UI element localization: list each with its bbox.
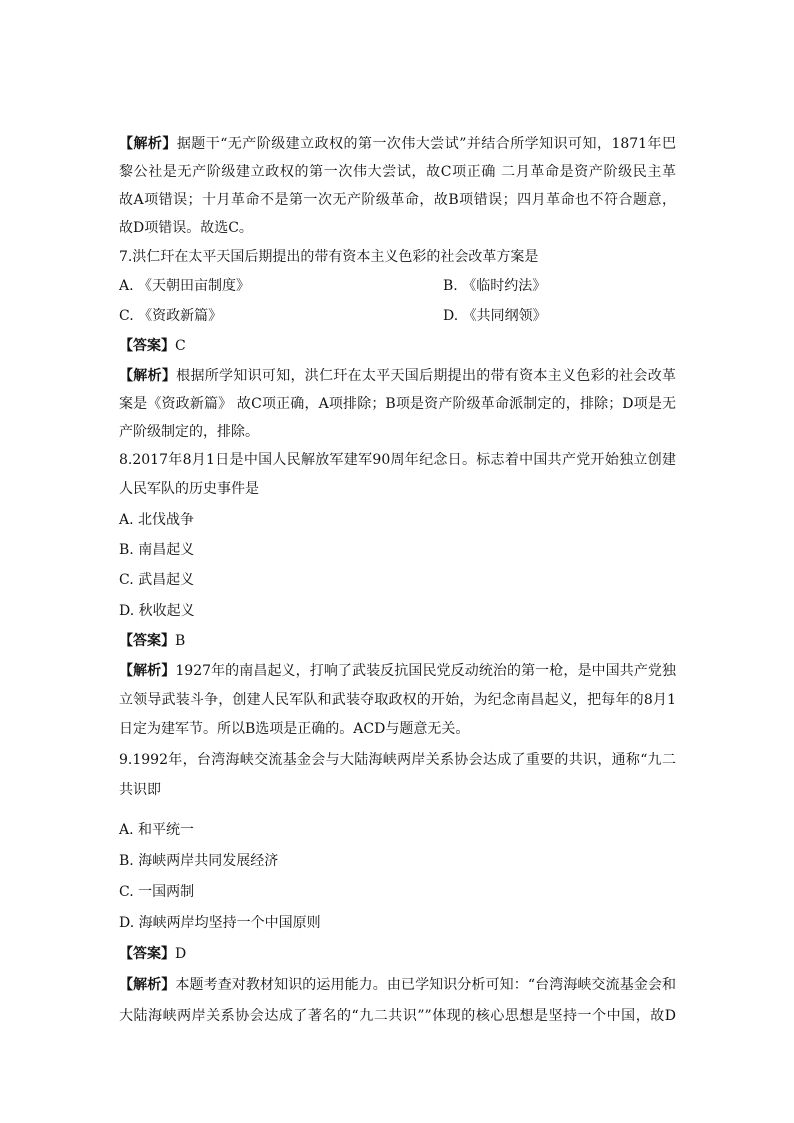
q8-option-c: C. 武昌起义 (119, 572, 195, 588)
q7-option-b: B. 《临时约法》 (443, 278, 547, 294)
q6-analysis-line-3: 故A项错误；十月革命不是第一次无产阶级革命，故B项错误；四月革命也不符合题意， (119, 192, 676, 208)
q8-analysis-line-1: 【解析】1927年的南昌起义，打响了武装反抗国民党反动统治的第一枪，是中国共产党独 (119, 663, 676, 679)
q8-option-d: D. 秋收起义 (119, 603, 195, 619)
q6-analysis-line-1: 【解析】据题干“无产阶级建立政权的第一次伟大尝试”并结合所学知识可知，1871年巴 (119, 136, 676, 152)
q9-answer: 【答案】D (119, 946, 187, 962)
q8-stem-line-1: 8.2017年8月1日是中国人民解放军建军90周年纪念日。标志着中国共产党开始独立创建 (119, 452, 676, 468)
q7-analysis-line-2: 案是《资政新篇》 故C项正确，A项排除；B项是资产阶级革命派制定的，排除；D项是无 (119, 396, 676, 412)
q7-analysis-line-1: 【解析】根据所学知识可知，洪仁玕在太平天国后期提出的带有资本主义色彩的社会改革 (119, 368, 676, 384)
q7-option-c: C. 《资政新篇》 (119, 308, 223, 324)
q8-option-a: A. 北伐战争 (119, 512, 195, 528)
q8-analysis-line-2: 立领导武装斗争，创建人民军队和武装夺取政权的开始，为纪念南昌起义，把每年的8月1 (119, 692, 676, 708)
q9-stem-line-2: 共识即 (119, 782, 161, 798)
q7-analysis-line-3: 产阶级制定的，排除。 (119, 424, 259, 440)
q9-option-b: B. 海峡两岸共同发展经济 (119, 853, 279, 869)
q7-option-a: A. 《天朝田亩制度》 (119, 278, 251, 294)
q9-analysis-line-2: 大陆海峡两岸关系协会达成了著名的“九二共识””体现的核心思想是坚持一个中国，故D (119, 1008, 676, 1024)
q6-analysis-tag: 【解析】 (119, 136, 177, 152)
q8-analysis-line-3: 日定为建军节。所以B选项是正确的。ACD与题意无关。 (119, 721, 470, 737)
q8-answer: 【答案】B (119, 633, 186, 649)
q7-answer: 【答案】C (119, 338, 186, 354)
q7-stem: 7.洪仁玕在太平天国后期提出的带有资本主义色彩的社会改革方案是 (119, 249, 539, 265)
q9-analysis-line-1: 【解析】本题考查对教材知识的运用能力。由已学知识分析可知：“台湾海峡交流基金会和 (119, 977, 676, 993)
q9-stem-line-1: 9.1992年，台湾海峡交流基金会与大陆海峡两岸关系协会达成了重要的共识，通称“九二 (119, 752, 676, 768)
q9-option-a: A. 和平统一 (119, 822, 195, 838)
q7-option-d: D. 《共同纲领》 (443, 308, 547, 324)
q8-stem-line-2: 人民军队的历史事件是 (119, 481, 259, 497)
q9-option-d: D. 海峡两岸均坚持一个中国原则 (119, 915, 321, 931)
q6-analysis-line-4: 故D项错误。故选C。 (119, 220, 253, 236)
q8-option-b: B. 南昌起义 (119, 542, 195, 558)
q9-option-c: C. 一国两制 (119, 884, 195, 900)
q6-analysis-line-2: 黎公社是无产阶级建立政权的第一次伟大尝试，故C项正确 二月革命是资产阶级民主革 (119, 164, 676, 180)
